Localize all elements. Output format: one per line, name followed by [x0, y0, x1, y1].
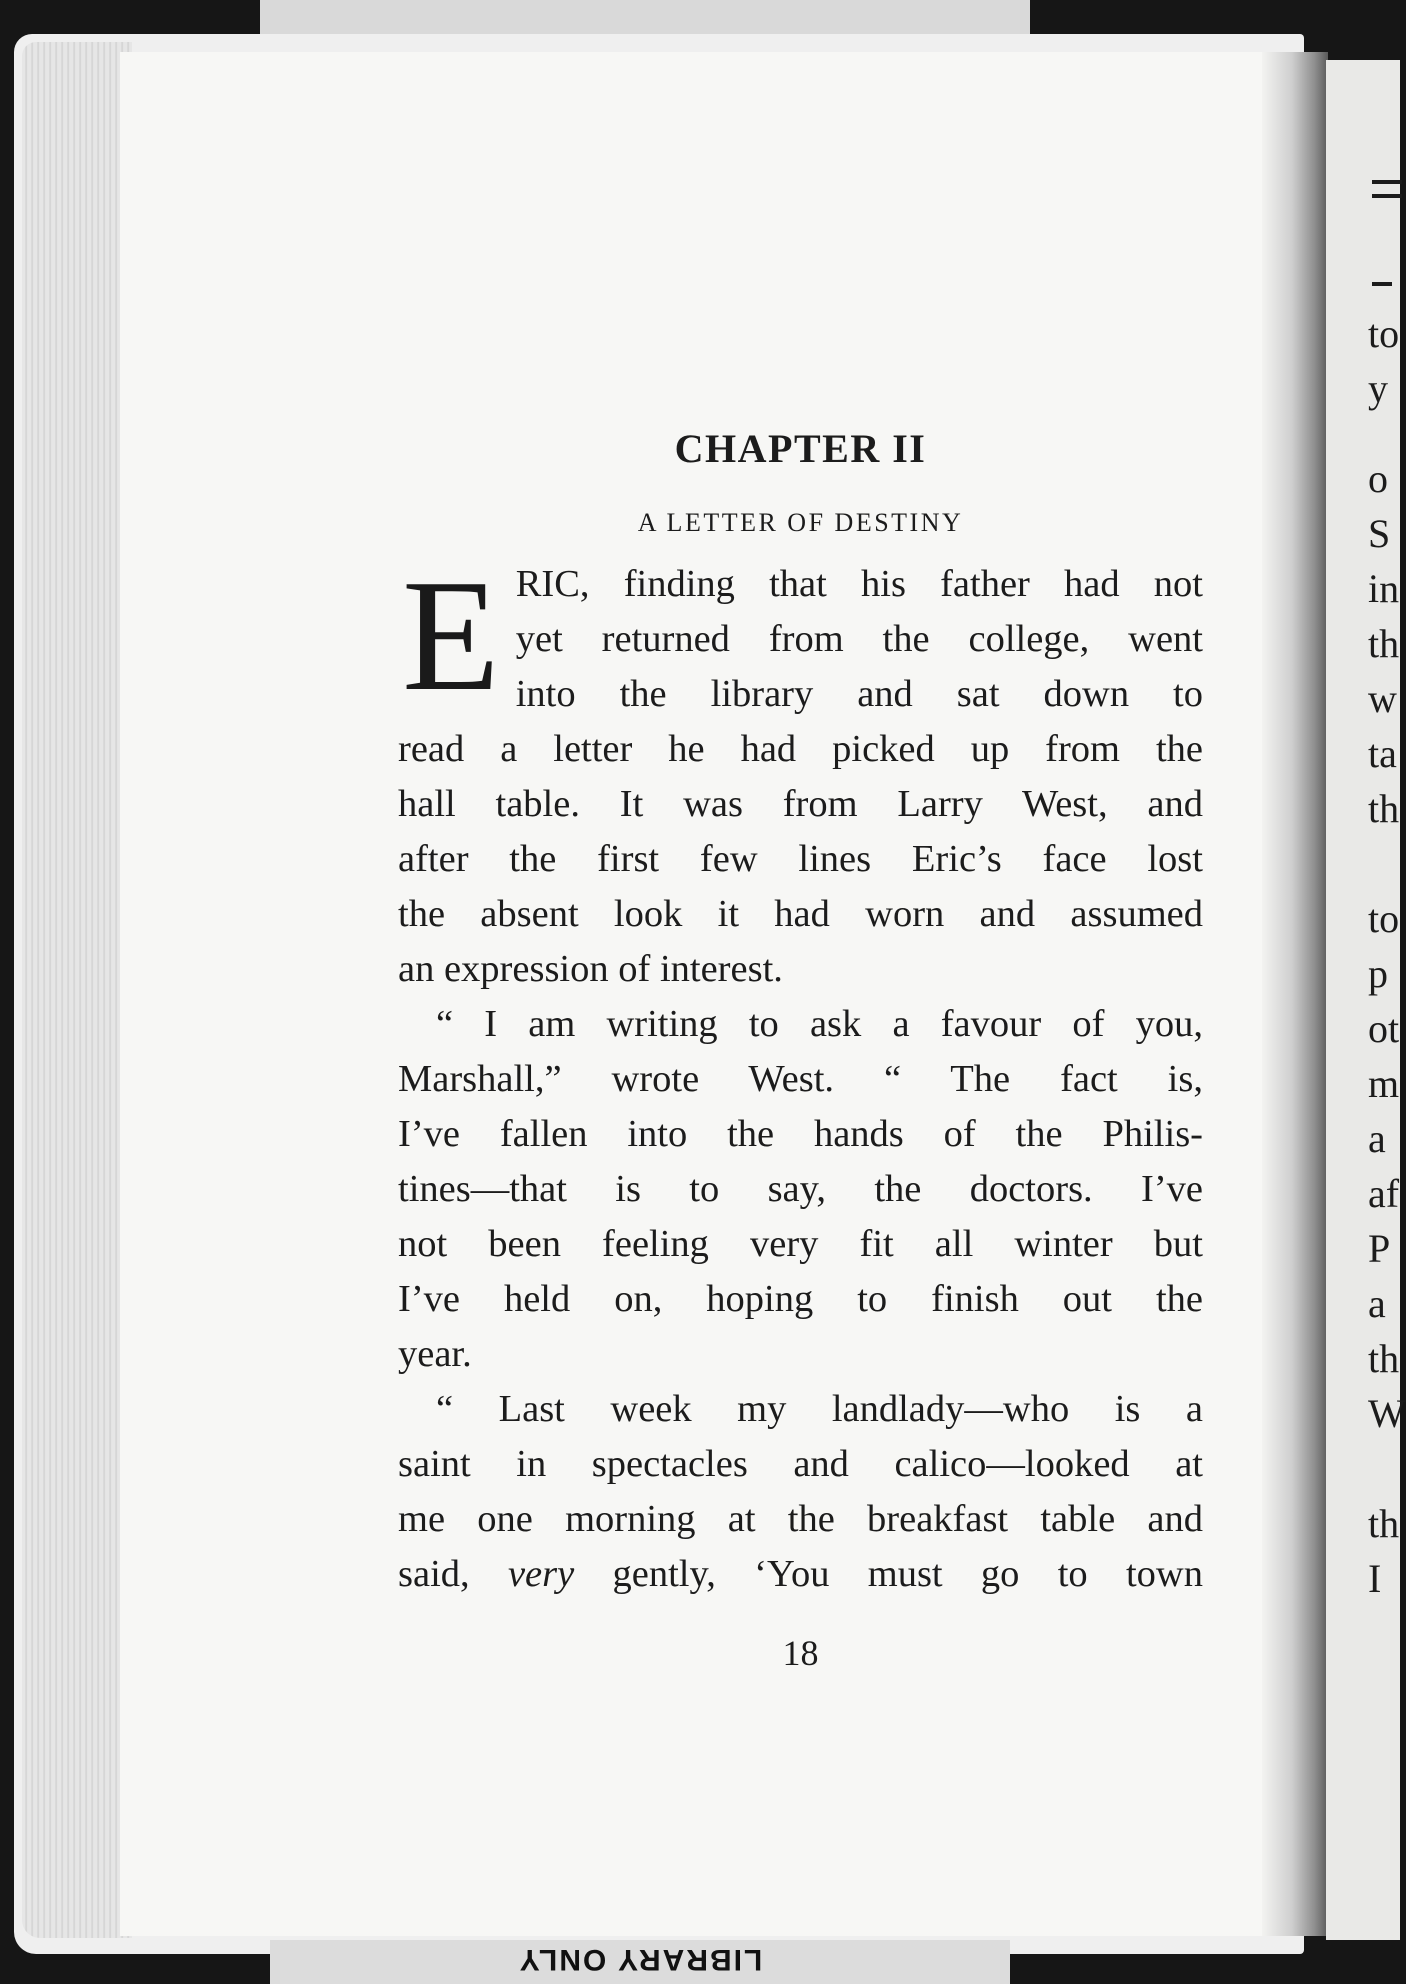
page-number: 18	[782, 1633, 819, 1673]
text-line: saint in spectacles and calico—looked at	[398, 1443, 1203, 1485]
facing-page-fragment: ta	[1368, 731, 1397, 776]
bottom-strip	[270, 1940, 1010, 1984]
page-edges	[22, 42, 132, 1938]
text-line: I’ve held on, hoping to finish out the	[398, 1278, 1203, 1320]
text-line: the absent look it had worn and assumed	[398, 893, 1203, 935]
facing-page-fragment: a	[1368, 1116, 1386, 1161]
facing-page-fragment: th	[1368, 621, 1400, 666]
text-fragment: said,	[398, 1553, 508, 1595]
facing-page-fragment: W	[1368, 1391, 1406, 1436]
text-line: Marshall,” wrote West. “ The fact is,	[398, 1058, 1203, 1100]
drop-cap: E	[402, 546, 500, 724]
emphasis-text: very	[507, 1553, 575, 1595]
text-line: yet returned from the college, went	[515, 618, 1203, 660]
facing-page-fragment: a	[1368, 1281, 1386, 1326]
facing-page-fragment: to	[1368, 896, 1400, 941]
text-line: into the library and sat down to	[515, 673, 1203, 715]
facing-rule	[1372, 194, 1402, 198]
text-line: not been feeling very fit all winter but	[398, 1223, 1203, 1265]
facing-page-fragment: m	[1368, 1061, 1400, 1106]
facing-page-fragment: af	[1368, 1171, 1400, 1216]
facing-page-fragment: th	[1368, 786, 1400, 831]
text-line: year.	[398, 1333, 472, 1375]
page-text	[398, 425, 1203, 1602]
text-line: me one morning at the breakfast table and	[398, 1498, 1203, 1540]
facing-page-fragment: th	[1368, 1501, 1400, 1546]
facing-page-fragment: y	[1368, 366, 1388, 411]
facing-page-fragment: w	[1368, 676, 1397, 721]
chapter-title: CHAPTER II	[674, 426, 927, 471]
facing-page-fragment: I	[1368, 1556, 1382, 1601]
book-gutter	[1262, 52, 1328, 1936]
library-stamp: LIBRARY ONLY	[517, 1943, 763, 1976]
text-line: “ Last week my landlady—who is a	[436, 1388, 1203, 1430]
top-strip	[260, 0, 1030, 36]
facing-rule	[1372, 180, 1402, 184]
facing-page-fragment: in	[1368, 566, 1400, 611]
facing-rule	[1372, 282, 1392, 286]
text-line: read a letter he had picked up from the	[398, 728, 1203, 770]
facing-page-fragment: o	[1368, 456, 1388, 501]
facing-page-fragment: ot	[1368, 1006, 1400, 1051]
text-line: hall table. It was from Larry West, and	[398, 783, 1203, 825]
text-line: “ I am writing to ask a favour of you,	[436, 1003, 1203, 1045]
text-line: RIC, finding that his father had not	[515, 563, 1203, 605]
text-line: I’ve fallen into the hands of the Philis-	[398, 1113, 1203, 1155]
facing-page-fragment: P	[1368, 1226, 1391, 1271]
facing-page-fragment: to	[1368, 311, 1400, 356]
facing-page-edge	[1326, 60, 1406, 1940]
text-fragment: gently, ‘You must go to town	[574, 1553, 1203, 1595]
text-line: tines—that is to say, the doctors. I’ve	[398, 1168, 1203, 1210]
facing-page-fragment: th	[1368, 1336, 1400, 1381]
text-line: after the first few lines Eric’s face lost	[398, 838, 1203, 880]
chapter-subtitle: A LETTER OF DESTINY	[637, 508, 964, 537]
text-line	[398, 1547, 1203, 1602]
facing-page-fragment: S	[1368, 511, 1391, 556]
body-text	[398, 546, 1203, 1602]
facing-page-fragment: p	[1368, 951, 1388, 996]
text-line: an expression of interest.	[398, 948, 783, 990]
